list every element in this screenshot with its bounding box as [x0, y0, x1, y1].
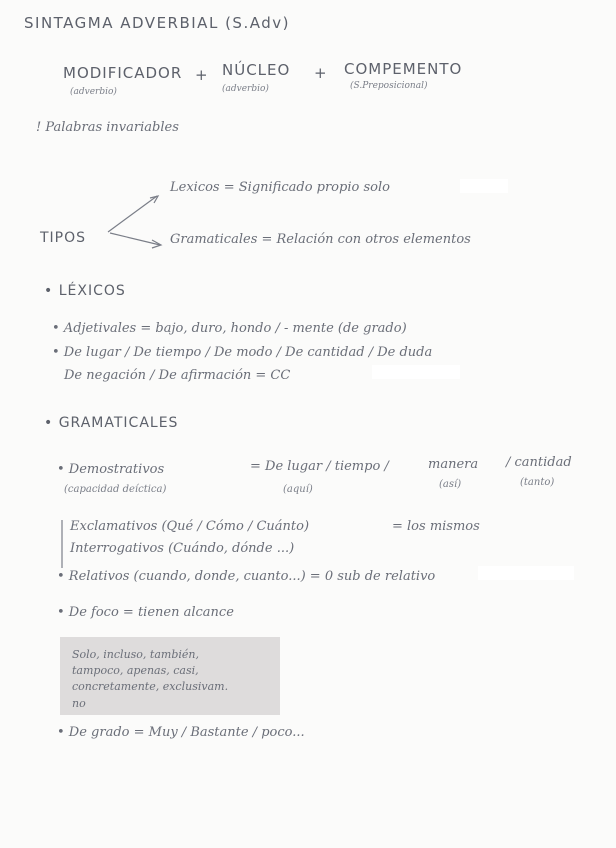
- complement-label: COMPEMENTO: [344, 60, 463, 78]
- foco-example-line: no: [72, 697, 86, 710]
- highlight-mark: [372, 365, 460, 379]
- arrow-down-line: [110, 233, 160, 245]
- foco-line: • De foco = tienen alcance: [57, 605, 234, 620]
- lugar-line-2: De negación / De afirmación = CC: [64, 368, 291, 383]
- tipos-label: TIPOS: [40, 230, 87, 246]
- demostrativos-line: • Demostrativos: [57, 462, 165, 477]
- los-mismos-label: = los mismos: [392, 519, 480, 534]
- aqui-sub: (aquí): [283, 484, 313, 495]
- foco-example-line: Solo, incluso, también,: [72, 648, 199, 661]
- foco-example-line: tampoco, apenas, casi,: [72, 664, 199, 677]
- relativos-line: • Relativos (cuando, donde, cuanto...) = 0 sub de relativo: [57, 569, 436, 584]
- highlight-mark: [478, 566, 574, 580]
- modifier-label: MODIFICADOR: [63, 64, 183, 82]
- foco-examples-box: [60, 637, 280, 715]
- invariable-note: ! Palabras invariables: [36, 120, 179, 135]
- cantidad-label: / cantidad: [506, 455, 572, 470]
- asi-sub: (así): [439, 479, 462, 490]
- demostrativos-definition: = De lugar / tiempo /: [250, 459, 389, 474]
- gramaticales-heading: • GRAMATICALES: [44, 415, 179, 431]
- lexicos-definition: Lexicos = Significado propio solo: [170, 180, 390, 195]
- tanto-sub: (tanto): [520, 477, 555, 488]
- lexicos-heading: • LÉXICOS: [44, 283, 126, 299]
- highlight-mark: [460, 179, 508, 193]
- exclamativos-line: Exclamativos (Qué / Cómo / Cuánto): [70, 519, 310, 534]
- manera-label: manera: [428, 457, 479, 472]
- plus-sign-1: +: [195, 66, 209, 84]
- arrow-up-head: [150, 196, 158, 203]
- demostrativos-sub: (capacidad deíctica): [64, 484, 167, 495]
- nucleus-label: NÚCLEO: [222, 61, 291, 79]
- lugar-line-1: • De lugar / De tiempo / De modo / De cantidad / De duda: [52, 345, 433, 360]
- interrogativos-line: Interrogativos (Cuándo, dónde ...): [70, 541, 295, 556]
- adjetivales-line: • Adjetivales = bajo, duro, hondo / - mente (de grado): [52, 321, 407, 336]
- page-title: SINTAGMA ADVERBIAL (S.Adv): [24, 14, 290, 32]
- arrow-up-line: [108, 196, 157, 232]
- nucleus-sub: (adverbio): [222, 84, 269, 94]
- complement-sub: (S.Preposicional): [350, 81, 428, 91]
- gramaticales-definition: Gramaticales = Relación con otros elementos: [170, 232, 471, 247]
- foco-example-line: concretamente, exclusivam.: [72, 680, 229, 693]
- plus-sign-2: +: [314, 64, 328, 82]
- grado-line: • De grado = Muy / Bastante / poco...: [57, 725, 305, 740]
- modifier-sub: (adverbio): [70, 87, 117, 97]
